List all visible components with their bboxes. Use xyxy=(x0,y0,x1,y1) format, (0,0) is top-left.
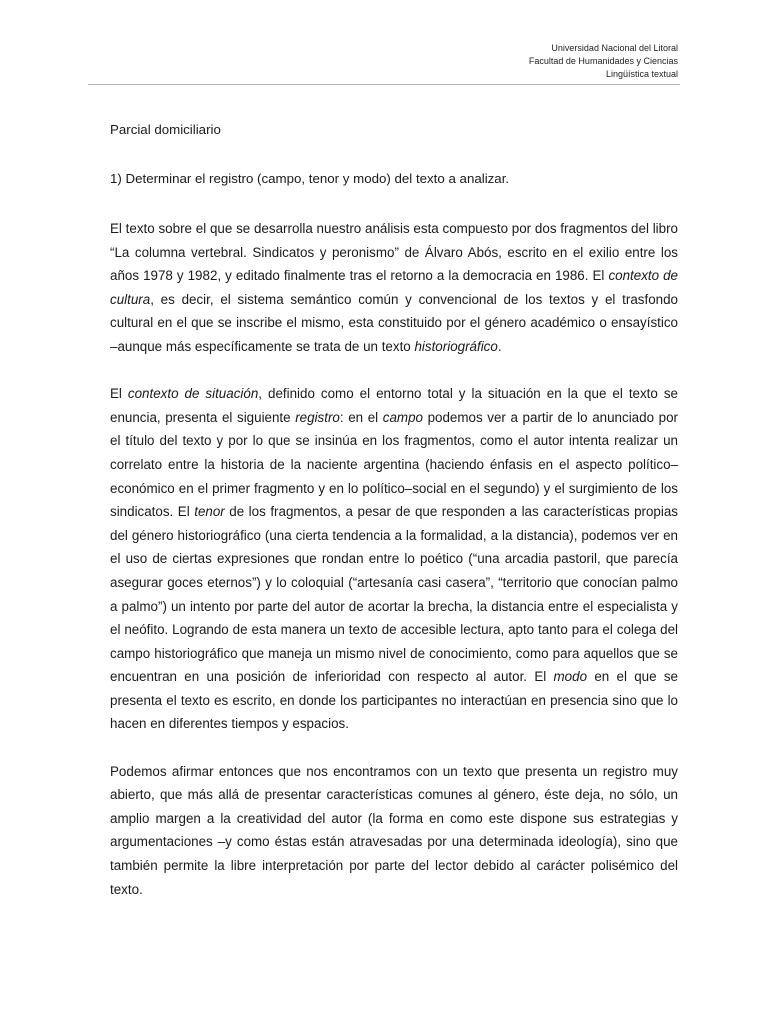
emphasis-campo: campo xyxy=(382,409,423,425)
document-body xyxy=(110,120,678,901)
emphasis-registro: registro xyxy=(295,409,340,425)
emphasis-historiografico: historiográfico xyxy=(414,338,498,354)
paragraph-2 xyxy=(110,382,678,736)
emphasis-contexto-de-cultura: contexto de cultura xyxy=(110,268,678,307)
page-header xyxy=(529,42,678,81)
header-divider xyxy=(88,84,680,85)
text-run: de los fragmentos, a pesar de que responden a las características propias del género historiográfico (una cierta tendencia a la formalidad, a la distancia), podemos ver en el uso de ciertas expresiones que rondan entre lo poético (“una arcadia pastoril, que parecía asegurar goces eternos”) y lo coloquial (“artesanía casi casera”, “territorio que conocían palmo a palmo”) un intento por parte del autor de acortar la brecha, la distancia entre el especialista y el neófito. Logrando de esta manera un texto de accesible lectura, apto tanto para el colega del campo historiográfico que maneja un mismo nivel de conocimiento, como para aquellos que se encuentran en una posición de inferioridad con respecto al autor. El xyxy=(110,504,678,685)
header-faculty: Facultad de Humanidades y Ciencias xyxy=(528,56,678,66)
emphasis-tenor: tenor xyxy=(194,504,225,520)
text-run: , definido como el entorno total y la situación en la que el texto se enuncia, presenta el siguiente xyxy=(110,386,678,425)
paragraph-1 xyxy=(110,217,678,359)
emphasis-modo: modo xyxy=(553,669,588,685)
text-run: . xyxy=(497,338,502,354)
text-run: en el que se presenta el texto es escrito, en donde los participantes no interactúan en presencia sino que lo hacen en diferentes tiempos y espacios. xyxy=(110,669,679,732)
text-run: El texto sobre el que se desarrolla nuestro análisis esta compuesto por dos fragmentos del libro “La columna vertebral. Sindicatos y peronismo” de Álvaro Abós, escrito en el exilio entre los años 1978 y 1982, y editado finalmente tras el retorno a la democracia en 1986. El xyxy=(110,221,678,284)
emphasis-contexto-de-situacion: contexto de situación xyxy=(127,386,259,402)
text-run: El xyxy=(110,386,128,402)
text-run: : en el xyxy=(339,409,383,425)
text-run: podemos ver a partir de lo anunciado por el título del texto y por lo que se insinúa en los fragmentos, como el autor intenta realizar un correlato entre la historia de la naciente argentina (haciendo énfasis en el aspecto político–económico en el primer fragmento y en lo político–social en el segundo) y el surgimiento de los sindicatos. El xyxy=(110,409,678,520)
header-university: Universidad Nacional del Litoral xyxy=(551,43,678,53)
question-heading: 1) Determinar el registro (campo, tenor y modo) del texto a analizar. xyxy=(110,171,510,186)
header-course: Lingüística textual xyxy=(605,69,678,79)
text-run: , es decir, el sistema semántico común y convencional de los textos y el trasfondo cultural en el que se inscribe el mismo, esta constituido por el género académico o ensayístico –aunque más específicamente se trata de un texto xyxy=(110,291,678,354)
paragraph-3: Podemos afirmar entonces que nos encontramos con un texto que presenta un registro muy abierto, que más allá de presentar características comunes al género, éste deja, no sólo, un amplio margen a la creatividad del autor (la forma en como este dispone sus estrategias y argumentaciones –y como éstas están atravesadas por una determinada ideología), sino que también permite la libre interpretación por parte del lector debido al carácter polisémico del texto. xyxy=(110,763,678,897)
document-title: Parcial domiciliario xyxy=(110,122,221,137)
